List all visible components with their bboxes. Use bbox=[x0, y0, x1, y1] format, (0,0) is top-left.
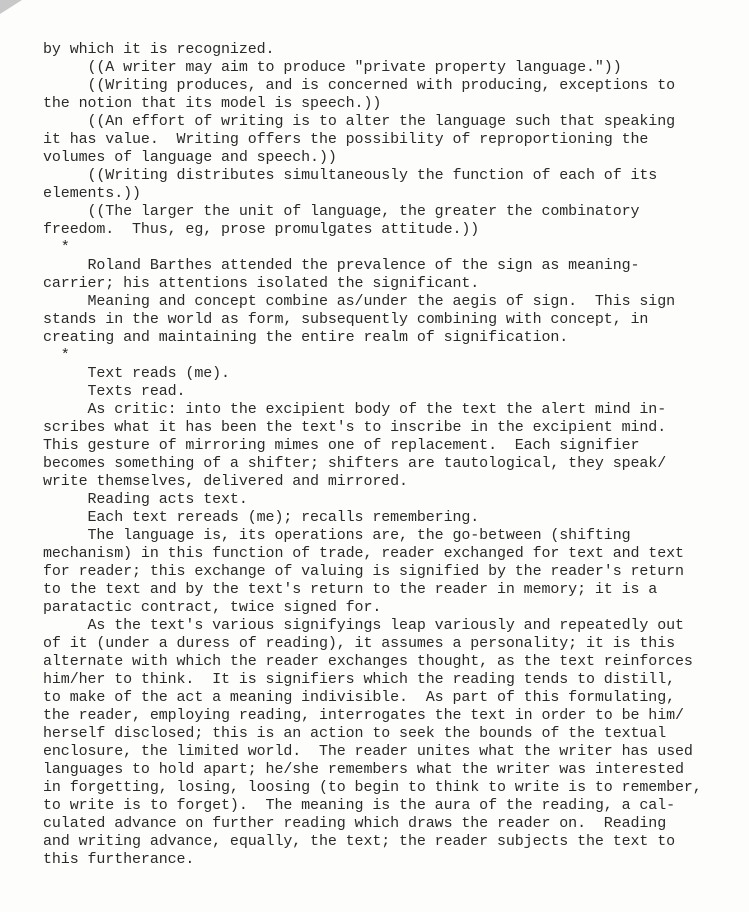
text-line: of it (under a duress of reading), it assumes a personality; it is this bbox=[43, 635, 676, 652]
text-line: carrier; his attentions isolated the significant. bbox=[43, 275, 480, 292]
text-line: ((A writer may aim to produce "private property language.")) bbox=[43, 59, 622, 76]
text-line: Text reads (me). bbox=[43, 365, 230, 382]
text-line: Texts read. bbox=[43, 383, 186, 400]
text-line: ((Writing produces, and is concerned with producing, exceptions to bbox=[43, 77, 676, 94]
text-line: mechanism) in this function of trade, reader exchanged for text and text bbox=[43, 545, 684, 562]
text-line: becomes something of a shifter; shifters are tautological, they speak/ bbox=[43, 455, 667, 472]
text-line: volumes of language and speech.)) bbox=[43, 149, 337, 166]
text-line: Each text rereads (me); recalls remembering. bbox=[43, 509, 480, 526]
text-line: to write is to forget). The meaning is the aura of the reading, a cal- bbox=[43, 797, 676, 814]
text-line: stands in the world as form, subsequently combining with concept, in bbox=[43, 311, 649, 328]
text-line: enclosure, the limited world. The reader unites what the writer has used bbox=[43, 743, 693, 760]
text-line: him/her to think. It is signifiers which the reading tends to distill, bbox=[43, 671, 676, 688]
text-line: the notion that its model is speech.)) bbox=[43, 95, 382, 112]
text-line: herself disclosed; this is an action to seek the bounds of the textual bbox=[43, 725, 667, 742]
text-line: Meaning and concept combine as/under the aegis of sign. This sign bbox=[43, 293, 676, 310]
typewritten-text-block bbox=[43, 41, 749, 869]
text-line: it has value. Writing offers the possibility of reproportioning the bbox=[43, 131, 649, 148]
text-line: and writing advance, equally, the text; the reader subjects the text to bbox=[43, 833, 676, 850]
text-line: this furtherance. bbox=[43, 851, 195, 868]
text-line: to the text and by the text's return to the reader in memory; it is a bbox=[43, 581, 658, 598]
text-line: ((An effort of writing is to alter the language such that speaking bbox=[43, 113, 676, 130]
text-line: the reader, employing reading, interrogates the text in order to be him/ bbox=[43, 707, 684, 724]
text-line: to make of the act a meaning indivisible. As part of this formulating, bbox=[43, 689, 676, 706]
folded-corner bbox=[0, 0, 22, 14]
text-line: scribes what it has been the text's to inscribe in the excipient mind. bbox=[43, 419, 667, 436]
text-line: by which it is recognized. bbox=[43, 41, 275, 58]
text-line: elements.)) bbox=[43, 185, 141, 202]
text-line: ((The larger the unit of language, the greater the combinatory bbox=[43, 203, 640, 220]
text-line: write themselves, delivered and mirrored. bbox=[43, 473, 408, 490]
text-line: ((Writing distributes simultaneously the function of each of its bbox=[43, 167, 658, 184]
section-asterisk: * bbox=[43, 347, 70, 364]
text-line: paratactic contract, twice signed for. bbox=[43, 599, 382, 616]
text-line: for reader; this exchange of valuing is signified by the reader's return bbox=[43, 563, 684, 580]
text-line: The language is, its operations are, the go-between (shifting bbox=[43, 527, 631, 544]
text-line: alternate with which the reader exchanges thought, as the text reinforces bbox=[43, 653, 693, 670]
text-line: languages to hold apart; he/she remembers what the writer was interested bbox=[43, 761, 684, 778]
text-line: As critic: into the excipient body of the text the alert mind in- bbox=[43, 401, 667, 418]
text-line: in forgetting, losing, loosing (to begin to think to write is to remember, bbox=[43, 779, 702, 796]
text-line: As the text's various signifyings leap variously and repeatedly out bbox=[43, 617, 684, 634]
text-line: freedom. Thus, eg, prose promulgates attitude.)) bbox=[43, 221, 480, 238]
text-line: This gesture of mirroring mimes one of replacement. Each signifier bbox=[43, 437, 640, 454]
text-line: Reading acts text. bbox=[43, 491, 248, 508]
text-line: creating and maintaining the entire realm of signification. bbox=[43, 329, 569, 346]
text-line: Roland Barthes attended the prevalence of the sign as meaning- bbox=[43, 257, 640, 274]
text-line: culated advance on further reading which draws the reader on. Reading bbox=[43, 815, 667, 832]
section-asterisk: * bbox=[43, 239, 70, 256]
